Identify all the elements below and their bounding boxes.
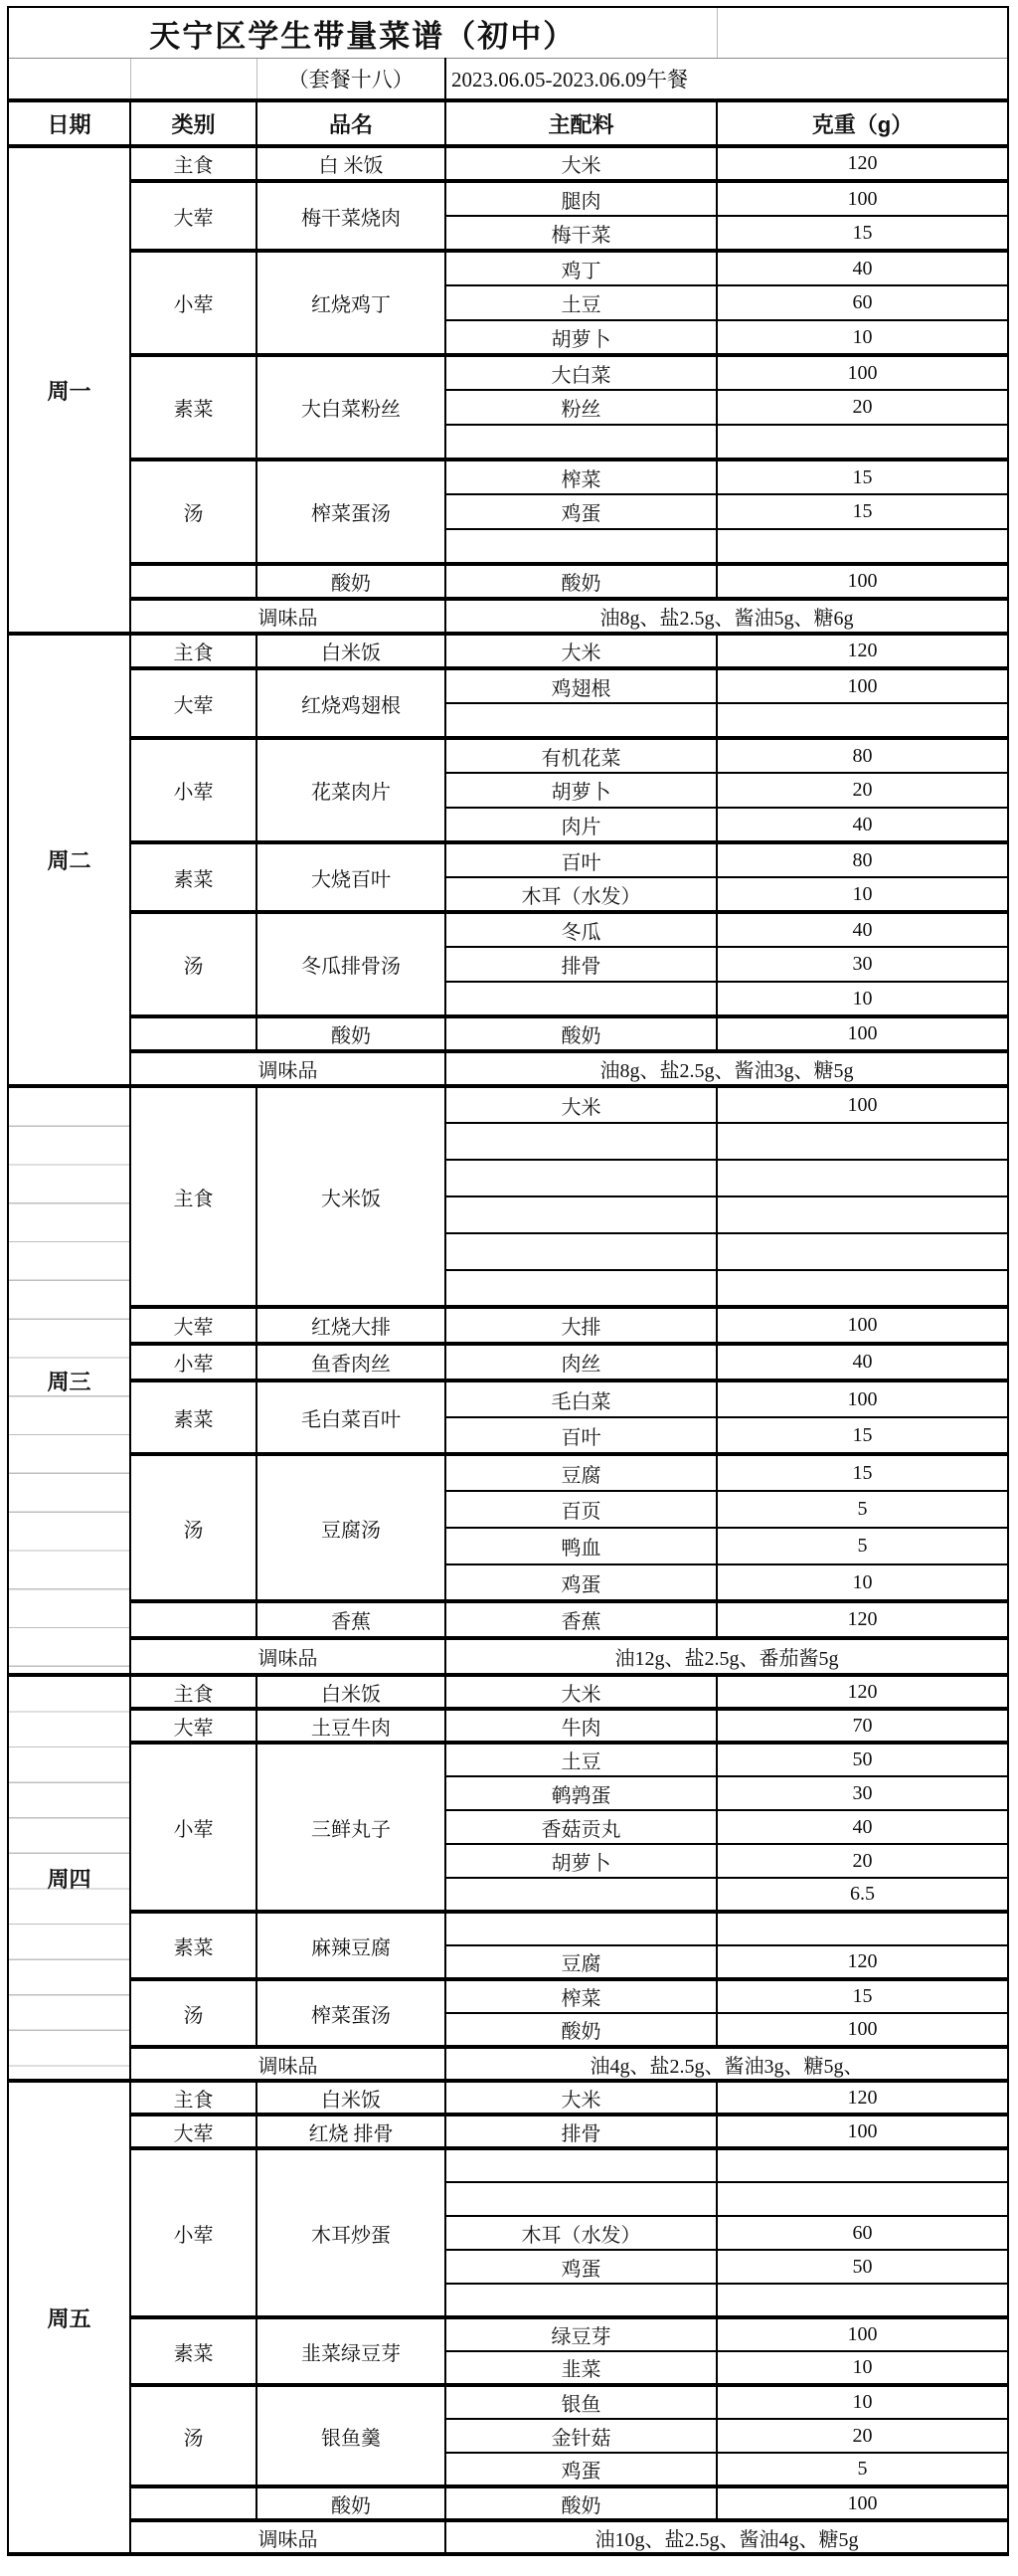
ingredient-cell: 大白菜 bbox=[445, 355, 717, 390]
seasoning-label-cell: 调味品 bbox=[130, 1051, 445, 1086]
category-cell: 主食 bbox=[130, 1086, 256, 1307]
category-cell: 小荤 bbox=[130, 738, 256, 842]
weight-cell: 15 bbox=[717, 216, 1008, 251]
dish-cell: 榨菜蛋汤 bbox=[256, 460, 445, 564]
ingredient-cell: 鸡蛋 bbox=[445, 2250, 717, 2284]
menu-row bbox=[8, 146, 1008, 181]
weight-cell: 10 bbox=[717, 2385, 1008, 2419]
ingredient-cell: 豆腐 bbox=[445, 1945, 717, 1979]
category-cell: 素菜 bbox=[130, 355, 256, 460]
dish-cell: 冬瓜排骨汤 bbox=[256, 912, 445, 1016]
category-cell: 汤 bbox=[130, 1454, 256, 1601]
weight-cell: 40 bbox=[717, 1810, 1008, 1844]
weight-cell: 10 bbox=[717, 982, 1008, 1016]
weight-cell: 100 bbox=[717, 355, 1008, 390]
ingredient-cell bbox=[445, 1160, 717, 1196]
dish-cell: 豆腐汤 bbox=[256, 1454, 445, 1601]
category-cell bbox=[130, 1601, 256, 1638]
ingredient-cell: 鸡翅根 bbox=[445, 668, 717, 703]
ingredient-cell bbox=[445, 1196, 717, 1233]
weight-cell bbox=[717, 1912, 1008, 1945]
menu-row bbox=[8, 1601, 1008, 1638]
weight-cell bbox=[717, 2148, 1008, 2182]
subtitle-blank-date bbox=[8, 59, 130, 101]
ingredient-cell: 酸奶 bbox=[445, 2486, 717, 2520]
col-header-date: 日期 bbox=[8, 100, 130, 146]
dish-cell: 木耳炒蛋 bbox=[256, 2148, 445, 2317]
menu-row bbox=[8, 2317, 1008, 2351]
ingredient-cell: 鸡蛋 bbox=[445, 494, 717, 529]
weight-cell: 20 bbox=[717, 1844, 1008, 1878]
weight-cell: 5 bbox=[717, 1528, 1008, 1564]
dish-cell: 花菜肉片 bbox=[256, 738, 445, 842]
ingredient-cell: 金针菇 bbox=[445, 2419, 717, 2453]
weight-cell: 6.5 bbox=[717, 1878, 1008, 1912]
menu-row bbox=[8, 1743, 1008, 1776]
ingredient-cell: 肉片 bbox=[445, 808, 717, 842]
ingredient-cell: 银鱼 bbox=[445, 2385, 717, 2419]
ingredient-cell: 香菇贡丸 bbox=[445, 1810, 717, 1844]
category-cell: 汤 bbox=[130, 460, 256, 564]
ingredient-cell: 梅干菜 bbox=[445, 216, 717, 251]
dish-cell: 红烧 排骨 bbox=[256, 2115, 445, 2148]
weight-cell: 20 bbox=[717, 773, 1008, 808]
menu-sheet bbox=[7, 6, 1009, 2556]
dish-cell: 银鱼羹 bbox=[256, 2385, 445, 2486]
weight-cell: 100 bbox=[717, 1086, 1008, 1123]
ingredient-cell bbox=[445, 2284, 717, 2317]
ingredient-cell: 鸡蛋 bbox=[445, 1564, 717, 1601]
weight-cell: 10 bbox=[717, 320, 1008, 355]
weight-cell bbox=[717, 2182, 1008, 2216]
category-cell: 大荤 bbox=[130, 668, 256, 738]
ingredient-cell: 土豆 bbox=[445, 1743, 717, 1776]
weight-cell: 30 bbox=[717, 1776, 1008, 1810]
dish-cell: 白米饭 bbox=[256, 2081, 445, 2115]
category-cell: 大荤 bbox=[130, 1307, 256, 1344]
category-cell: 主食 bbox=[130, 634, 256, 668]
ingredient-cell: 鸡丁 bbox=[445, 251, 717, 285]
weight-cell bbox=[717, 2284, 1008, 2317]
weight-cell: 100 bbox=[717, 668, 1008, 703]
weight-cell: 20 bbox=[717, 390, 1008, 425]
weight-cell: 80 bbox=[717, 738, 1008, 773]
ingredient-cell: 毛白菜 bbox=[445, 1380, 717, 1417]
title-empty-cell bbox=[717, 7, 1008, 59]
weight-cell: 15 bbox=[717, 1454, 1008, 1491]
seasoning-value-cell: 油10g、盐2.5g、酱油4g、糖5g bbox=[445, 2520, 1008, 2554]
ingredient-cell: 鸭血 bbox=[445, 1528, 717, 1564]
dish-cell: 大白菜粉丝 bbox=[256, 355, 445, 460]
seasoning-value-cell: 油12g、盐2.5g、番茄酱5g bbox=[445, 1638, 1008, 1675]
weight-cell: 60 bbox=[717, 285, 1008, 320]
subtitle-blank-category bbox=[130, 59, 256, 101]
ingredient-cell: 大米 bbox=[445, 146, 717, 181]
weight-cell: 80 bbox=[717, 842, 1008, 877]
weight-cell: 120 bbox=[717, 1675, 1008, 1709]
dish-cell: 麻辣豆腐 bbox=[256, 1912, 445, 1979]
col-header-ingredient: 主配料 bbox=[445, 100, 717, 146]
category-cell: 小荤 bbox=[130, 2148, 256, 2317]
category-cell: 汤 bbox=[130, 2385, 256, 2486]
weight-cell bbox=[717, 1123, 1008, 1160]
dish-cell: 香蕉 bbox=[256, 1601, 445, 1638]
menu-row bbox=[8, 355, 1008, 390]
ingredient-cell: 粉丝 bbox=[445, 390, 717, 425]
ingredient-cell: 绿豆芽 bbox=[445, 2317, 717, 2351]
seasoning-label-cell: 调味品 bbox=[130, 2047, 445, 2081]
ingredient-cell: 鹌鹑蛋 bbox=[445, 1776, 717, 1810]
category-cell: 大荤 bbox=[130, 181, 256, 251]
ingredient-cell: 腿肉 bbox=[445, 181, 717, 216]
category-cell: 素菜 bbox=[130, 2317, 256, 2385]
weight-cell: 100 bbox=[717, 2486, 1008, 2520]
ingredient-cell: 百叶 bbox=[445, 1417, 717, 1454]
ingredient-cell: 大米 bbox=[445, 1675, 717, 1709]
weight-cell: 15 bbox=[717, 460, 1008, 494]
ingredient-cell: 排骨 bbox=[445, 2115, 717, 2148]
menu-row bbox=[8, 2486, 1008, 2520]
ingredient-cell: 有机花菜 bbox=[445, 738, 717, 773]
ingredient-cell: 大米 bbox=[445, 1086, 717, 1123]
seasoning-value-cell: 油8g、盐2.5g、酱油3g、糖5g bbox=[445, 1051, 1008, 1086]
dish-cell: 红烧鸡翅根 bbox=[256, 668, 445, 738]
seasoning-row bbox=[8, 1638, 1008, 1675]
seasoning-label-cell: 调味品 bbox=[130, 599, 445, 634]
category-cell: 主食 bbox=[130, 146, 256, 181]
weight-cell bbox=[717, 703, 1008, 738]
weight-cell: 10 bbox=[717, 877, 1008, 912]
ingredient-cell: 牛肉 bbox=[445, 1709, 717, 1743]
weight-cell bbox=[717, 1196, 1008, 1233]
category-cell bbox=[130, 1016, 256, 1051]
ingredient-cell bbox=[445, 1878, 717, 1912]
menu-row bbox=[8, 2115, 1008, 2148]
col-header-category: 类别 bbox=[130, 100, 256, 146]
dish-cell: 白 米饭 bbox=[256, 146, 445, 181]
dish-cell: 梅干菜烧肉 bbox=[256, 181, 445, 251]
dish-cell: 酸奶 bbox=[256, 564, 445, 599]
menu-row bbox=[8, 738, 1008, 773]
menu-row bbox=[8, 1979, 1008, 2013]
weight-cell: 100 bbox=[717, 2317, 1008, 2351]
ingredient-cell: 豆腐 bbox=[445, 1454, 717, 1491]
ingredient-cell: 冬瓜 bbox=[445, 912, 717, 947]
ingredient-cell bbox=[445, 1270, 717, 1307]
category-cell: 汤 bbox=[130, 912, 256, 1016]
weight-cell: 40 bbox=[717, 912, 1008, 947]
weight-cell: 5 bbox=[717, 1491, 1008, 1528]
menu-row bbox=[8, 251, 1008, 285]
seasoning-row bbox=[8, 2047, 1008, 2081]
dish-cell: 白米饭 bbox=[256, 1675, 445, 1709]
ingredient-cell: 大排 bbox=[445, 1307, 717, 1344]
menu-row bbox=[8, 842, 1008, 877]
weight-cell: 5 bbox=[717, 2453, 1008, 2486]
ingredient-cell bbox=[445, 1123, 717, 1160]
category-cell: 素菜 bbox=[130, 842, 256, 912]
ingredient-cell bbox=[445, 703, 717, 738]
ingredient-cell: 韭菜 bbox=[445, 2351, 717, 2385]
ingredient-cell: 胡萝卜 bbox=[445, 1844, 717, 1878]
category-cell: 大荤 bbox=[130, 2115, 256, 2148]
menu-row bbox=[8, 2081, 1008, 2115]
category-cell: 小荤 bbox=[130, 1344, 256, 1380]
ingredient-cell: 榨菜 bbox=[445, 1979, 717, 2013]
weight-cell: 50 bbox=[717, 1743, 1008, 1776]
page-title: 天宁区学生带量菜谱（初中） bbox=[8, 7, 717, 59]
dish-cell: 鱼香肉丝 bbox=[256, 1344, 445, 1380]
col-header-dish: 品名 bbox=[256, 100, 445, 146]
weight-cell: 40 bbox=[717, 808, 1008, 842]
ingredient-cell: 鸡蛋 bbox=[445, 2453, 717, 2486]
dish-cell: 三鲜丸子 bbox=[256, 1743, 445, 1912]
ingredient-cell: 百页 bbox=[445, 1491, 717, 1528]
weight-cell: 100 bbox=[717, 2115, 1008, 2148]
category-cell: 素菜 bbox=[130, 1912, 256, 1979]
ingredient-cell bbox=[445, 2148, 717, 2182]
ingredient-cell: 酸奶 bbox=[445, 2013, 717, 2047]
ingredient-cell bbox=[445, 2182, 717, 2216]
menu-table bbox=[7, 6, 1009, 2556]
ingredient-cell: 肉丝 bbox=[445, 1344, 717, 1380]
menu-row bbox=[8, 1086, 1008, 1123]
dish-cell: 榨菜蛋汤 bbox=[256, 1979, 445, 2047]
weight-cell: 40 bbox=[717, 251, 1008, 285]
menu-body bbox=[8, 7, 1008, 2554]
menu-row bbox=[8, 1675, 1008, 1709]
ingredient-cell bbox=[445, 529, 717, 564]
date-cell: 周一 bbox=[8, 146, 130, 634]
weight-cell: 15 bbox=[717, 1979, 1008, 2013]
menu-row bbox=[8, 634, 1008, 668]
ingredient-cell: 百叶 bbox=[445, 842, 717, 877]
header-row bbox=[8, 100, 1008, 146]
menu-row bbox=[8, 1912, 1008, 1945]
menu-row bbox=[8, 1307, 1008, 1344]
seasoning-value-cell: 油4g、盐2.5g、酱油3g、糖5g、 bbox=[445, 2047, 1008, 2081]
ingredient-cell: 木耳（水发） bbox=[445, 2216, 717, 2250]
date-range-label: 2023.06.05-2023.06.09午餐 bbox=[445, 59, 1008, 101]
weight-cell bbox=[717, 1270, 1008, 1307]
ingredient-cell: 胡萝卜 bbox=[445, 773, 717, 808]
category-cell bbox=[130, 564, 256, 599]
menu-row bbox=[8, 1016, 1008, 1051]
ingredient-cell: 酸奶 bbox=[445, 564, 717, 599]
date-cell: 周二 bbox=[8, 634, 130, 1086]
ingredient-cell: 木耳（水发） bbox=[445, 877, 717, 912]
seasoning-row bbox=[8, 599, 1008, 634]
weight-cell: 100 bbox=[717, 1380, 1008, 1417]
category-cell: 大荤 bbox=[130, 1709, 256, 1743]
weight-cell bbox=[717, 1233, 1008, 1270]
weight-cell: 120 bbox=[717, 634, 1008, 668]
category-cell: 小荤 bbox=[130, 251, 256, 355]
category-cell: 素菜 bbox=[130, 1380, 256, 1454]
dish-cell: 大烧百叶 bbox=[256, 842, 445, 912]
weight-cell: 100 bbox=[717, 181, 1008, 216]
weight-cell: 15 bbox=[717, 1417, 1008, 1454]
dish-cell: 韭菜绿豆芽 bbox=[256, 2317, 445, 2385]
ingredient-cell bbox=[445, 425, 717, 460]
weight-cell bbox=[717, 425, 1008, 460]
seasoning-row bbox=[8, 2520, 1008, 2554]
ingredient-cell bbox=[445, 1912, 717, 1945]
weight-cell: 20 bbox=[717, 2419, 1008, 2453]
ingredient-cell: 排骨 bbox=[445, 947, 717, 982]
date-cell: 周四 bbox=[8, 1675, 130, 2081]
dish-cell: 酸奶 bbox=[256, 2486, 445, 2520]
weight-cell: 120 bbox=[717, 2081, 1008, 2115]
ingredient-cell bbox=[445, 982, 717, 1016]
weight-cell: 70 bbox=[717, 1709, 1008, 1743]
category-cell: 主食 bbox=[130, 1675, 256, 1709]
menu-row bbox=[8, 912, 1008, 947]
ingredient-cell: 大米 bbox=[445, 2081, 717, 2115]
menu-row bbox=[8, 2385, 1008, 2419]
ingredient-cell: 榨菜 bbox=[445, 460, 717, 494]
seasoning-label-cell: 调味品 bbox=[130, 2520, 445, 2554]
col-header-weight: 克重（g） bbox=[717, 100, 1008, 146]
dish-cell: 土豆牛肉 bbox=[256, 1709, 445, 1743]
weight-cell bbox=[717, 529, 1008, 564]
weight-cell: 100 bbox=[717, 1016, 1008, 1051]
category-cell: 汤 bbox=[130, 1979, 256, 2047]
weight-cell: 100 bbox=[717, 2013, 1008, 2047]
dish-cell: 白米饭 bbox=[256, 634, 445, 668]
weight-cell: 15 bbox=[717, 494, 1008, 529]
menu-row bbox=[8, 1454, 1008, 1491]
ingredient-cell: 酸奶 bbox=[445, 1016, 717, 1051]
weight-cell bbox=[717, 1160, 1008, 1196]
category-cell bbox=[130, 2486, 256, 2520]
ingredient-cell: 土豆 bbox=[445, 285, 717, 320]
seasoning-row bbox=[8, 1051, 1008, 1086]
ingredient-cell: 大米 bbox=[445, 634, 717, 668]
weight-cell: 100 bbox=[717, 564, 1008, 599]
menu-row bbox=[8, 181, 1008, 216]
weight-cell: 10 bbox=[717, 1564, 1008, 1601]
weight-cell: 10 bbox=[717, 2351, 1008, 2385]
date-cell: 周五 bbox=[8, 2081, 130, 2554]
dish-cell: 酸奶 bbox=[256, 1016, 445, 1051]
menu-row bbox=[8, 1380, 1008, 1417]
weight-cell: 100 bbox=[717, 1307, 1008, 1344]
menu-row bbox=[8, 564, 1008, 599]
dish-cell: 毛白菜百叶 bbox=[256, 1380, 445, 1454]
seasoning-value-cell: 油8g、盐2.5g、酱油5g、糖6g bbox=[445, 599, 1008, 634]
menu-row bbox=[8, 1709, 1008, 1743]
weight-cell: 120 bbox=[717, 1601, 1008, 1638]
weight-cell: 60 bbox=[717, 2216, 1008, 2250]
ingredient-cell: 胡萝卜 bbox=[445, 320, 717, 355]
ingredient-cell: 香蕉 bbox=[445, 1601, 717, 1638]
ingredient-cell bbox=[445, 1233, 717, 1270]
dish-cell: 大米饭 bbox=[256, 1086, 445, 1307]
menu-row bbox=[8, 2148, 1008, 2182]
title-row bbox=[8, 7, 1008, 59]
weight-cell: 40 bbox=[717, 1344, 1008, 1380]
subtitle-row bbox=[8, 59, 1008, 101]
menu-row bbox=[8, 668, 1008, 703]
category-cell: 小荤 bbox=[130, 1743, 256, 1912]
weight-cell: 30 bbox=[717, 947, 1008, 982]
dish-cell: 红烧大排 bbox=[256, 1307, 445, 1344]
menu-row bbox=[8, 460, 1008, 494]
date-cell: 周三 bbox=[8, 1086, 130, 1675]
dish-cell: 红烧鸡丁 bbox=[256, 251, 445, 355]
menu-row bbox=[8, 1344, 1008, 1380]
category-cell: 主食 bbox=[130, 2081, 256, 2115]
weight-cell: 50 bbox=[717, 2250, 1008, 2284]
weight-cell: 120 bbox=[717, 1945, 1008, 1979]
seasoning-label-cell: 调味品 bbox=[130, 1638, 445, 1675]
weight-cell: 120 bbox=[717, 146, 1008, 181]
package-label: （套餐十八） bbox=[256, 59, 445, 101]
